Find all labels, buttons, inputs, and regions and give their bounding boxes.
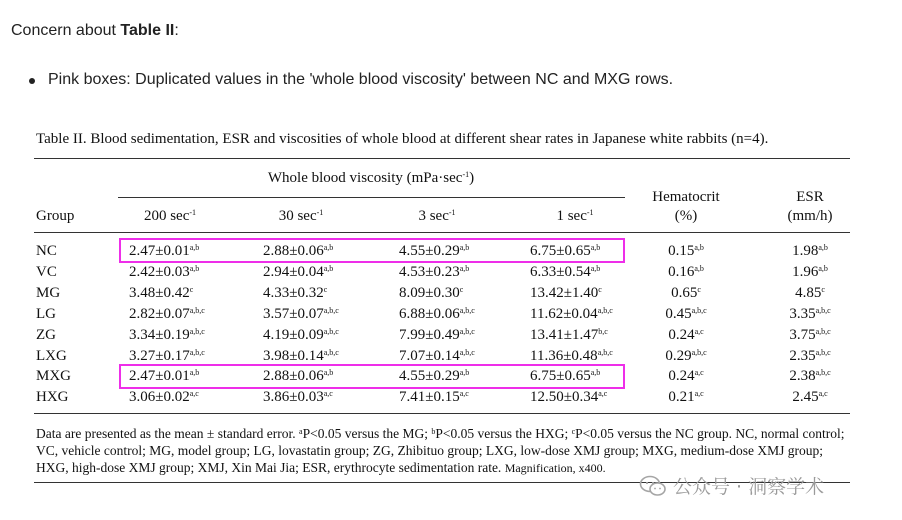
concern-heading xyxy=(11,22,179,40)
table-cell: 0.24$^{a,c}$ xyxy=(668,368,704,385)
table-cell: $3.34\pm 0.19^{a,b,c}$ xyxy=(129,326,205,343)
table-cell: 1.96$^{a,b}$ xyxy=(792,263,828,280)
table-cell: $4.19\pm 0.09^{a,b,c}$ xyxy=(263,326,339,343)
shear-header-1: 1 $\sec^{-1}$ xyxy=(556,208,594,224)
row-group-label: HXG xyxy=(36,389,69,406)
table-cell: 4.33±0.32$^c$ xyxy=(263,284,328,301)
table-cell: $2.88\pm 0.06^{a,b}$ xyxy=(263,243,334,259)
table-cell: $3.06\pm 0.02^{a,c}$ xyxy=(129,389,199,406)
table-footnote: Data are presented as the mean ± standard error. $^a$P<0.05 versus the MG; $^b$P<0.05 versus the HXG; $^c$P<0.05 versus the NC group. NC, normal control; VC, vehicle control; MG, model group; LG, lovastatin group; ZG, Zhibituo group; LXG, low-dose XMJ group; MXG, medium-dose XMJ group; HXG, high-dose XMJ group; XMJ, Xin Mai Jia; ESR, erythrocyte sedimentation rate. Magnification, x400. xyxy=(36,426,845,475)
esr-header: ESR xyxy=(796,189,824,205)
table-cell: 4.85$^c$ xyxy=(795,284,825,301)
table-cell: $2.47\pm 0.01^{a,b}$ xyxy=(129,243,200,259)
shear-header-30: 30 $\sec^{-1}$ xyxy=(278,208,324,224)
concern-bullet-list xyxy=(29,71,673,89)
table-cell: $11.62\pm 0.04^{a,b,c}$ xyxy=(530,305,613,322)
duplicate-highlight-mxg xyxy=(119,364,625,389)
table-caption: Table II. Blood sedimentation, ESR and viscosities of whole blood at different shear rates in Japanese white rabbits (n=4). xyxy=(36,131,769,147)
bullet-text: Pink boxes: Duplicated values in the 'whole blood viscosity' between NC and MXG rows. xyxy=(48,71,674,88)
row-group-label: ZG xyxy=(36,326,56,343)
table-cell: $6.75\pm 0.65^{a,b}$ xyxy=(530,243,601,259)
table-bottom-rule xyxy=(34,413,850,414)
table-cell: 0.24$^{a,c}$ xyxy=(668,326,704,343)
wechat-icon xyxy=(639,475,667,497)
row-group-label: VC xyxy=(36,263,57,280)
table-cell: $3.86\pm 0.03^{a,c}$ xyxy=(263,389,333,406)
viscosity-span-rule xyxy=(118,197,625,198)
table-cell: $7.99\pm 0.49^{a,b,c}$ xyxy=(399,326,475,343)
table-cell: 1.98$^{a,b}$ xyxy=(792,243,828,259)
table-cell: 0.16$^{a,b}$ xyxy=(668,263,704,280)
table-cell: 3.48±0.42$^c$ xyxy=(129,284,194,301)
table-cell: $6.33\pm 0.54^{a,b}$ xyxy=(530,263,601,280)
table-cell: 8.09±0.30$^c$ xyxy=(399,284,464,301)
table-cell: $2.88\pm 0.06^{a,b}$ xyxy=(263,368,334,385)
table-cell: 2.38$^{a,b,c}$ xyxy=(789,368,831,385)
table-cell: 2.45$^{a,c}$ xyxy=(792,389,828,406)
table-cell: $3.27\pm 0.17^{a,b,c}$ xyxy=(129,347,205,364)
table-cell: $6.88\pm 0.06^{a,b,c}$ xyxy=(399,305,475,322)
row-group-label: NC xyxy=(36,243,57,259)
table-cell: 0.21$^{a,c}$ xyxy=(668,389,704,406)
table-cell: 13.42±1.40$^c$ xyxy=(530,284,602,301)
table-cell: $2.82\pm 0.07^{a,b,c}$ xyxy=(129,305,205,322)
table-cell: $2.47\pm 0.01^{a,b}$ xyxy=(129,368,200,385)
shear-header-3: 3 $\sec^{-1}$ xyxy=(418,208,456,224)
table-cell: $7.07\pm 0.14^{a,b,c}$ xyxy=(399,347,475,364)
table-cell: $12.50\pm 0.34^{a,c}$ xyxy=(530,389,608,406)
table-cell: 2.35$^{a,b,c}$ xyxy=(789,347,831,364)
table-cell: 3.35$^{a,b,c}$ xyxy=(789,305,831,322)
concern-prefix: Concern about xyxy=(11,22,121,39)
table-cell: $6.75\pm 0.65^{a,b}$ xyxy=(530,368,601,385)
table-cell: $4.55\pm 0.29^{a,b}$ xyxy=(399,243,470,259)
table-cell: $4.55\pm 0.29^{a,b}$ xyxy=(399,368,470,385)
table-cell: $3.98\pm 0.14^{a,b,c}$ xyxy=(263,347,339,364)
table-cell: $2.94\pm 0.04^{a,b}$ xyxy=(263,263,334,280)
table-cell: 0.65$^c$ xyxy=(671,284,701,301)
shear-header-200: 200 $\sec^{-1}$ xyxy=(143,208,197,224)
row-group-label: MG xyxy=(36,284,61,301)
group-header: Group xyxy=(36,208,75,224)
table-cell: $4.53\pm 0.23^{a,b}$ xyxy=(399,263,470,280)
concern-suffix: : xyxy=(174,22,179,39)
row-group-label: MXG xyxy=(36,368,72,385)
header-bottom-rule xyxy=(34,232,850,233)
table-cell: $7.41\pm 0.15^{a,c}$ xyxy=(399,389,469,406)
bullet-item xyxy=(29,71,673,89)
row-group-label: LG xyxy=(36,305,56,322)
table-cell: 0.45$^{a,b,c}$ xyxy=(665,305,707,322)
esr-unit: (mm/h) xyxy=(787,208,833,224)
viscosity-header: Whole blood viscosity $(mPa\cdot\sec^{-1})$ xyxy=(267,170,475,186)
table-cell: $3.57\pm 0.07^{a,b,c}$ xyxy=(263,305,339,322)
concern-table-ref: Table II xyxy=(120,22,175,39)
bullet-dot xyxy=(29,78,35,84)
watermark xyxy=(639,472,824,499)
table-cell: 3.75$^{a,b,c}$ xyxy=(789,326,831,343)
table-top-rule xyxy=(34,158,850,159)
table-cell: 0.29$^{a,b,c}$ xyxy=(665,347,707,364)
hematocrit-unit: (%) xyxy=(674,208,698,224)
row-group-label: LXG xyxy=(36,347,67,364)
table-cell: 0.15$^{a,b}$ xyxy=(668,243,704,259)
duplicate-highlight-nc xyxy=(119,238,625,263)
watermark-text: 公众号 · 洞察学术 xyxy=(673,476,825,498)
table-cell: $2.42\pm 0.03^{a,b}$ xyxy=(129,263,200,280)
table-cell: $11.36\pm 0.48^{a,b,c}$ xyxy=(530,347,613,364)
table-cell: $13.41\pm 1.47^{b,c}$ xyxy=(530,326,608,343)
hematocrit-header: Hematocrit xyxy=(652,189,720,205)
